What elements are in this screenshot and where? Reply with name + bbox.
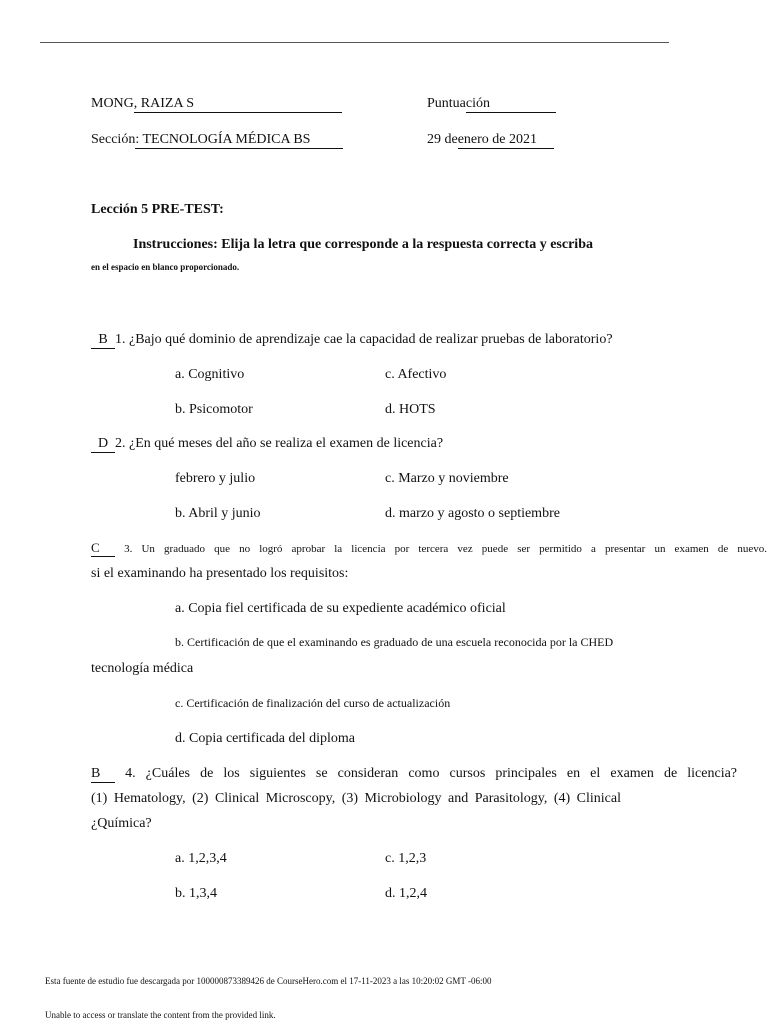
- question-4-line1: [91, 766, 737, 783]
- q2-option-d: d. marzo y agosto o septiembre: [385, 506, 560, 521]
- q3-option-b-cont: tecnología médica: [91, 661, 194, 676]
- q4-option-b: b. 1,3,4: [175, 886, 217, 901]
- q4-option-d: d. 1,2,4: [385, 886, 427, 901]
- lesson-title: Lección 5 PRE-TEST:: [91, 202, 224, 217]
- instructions-line1: Instrucciones: Elija la letra que corresponde a la respuesta correcta y escriba: [133, 237, 593, 252]
- q1-option-b: b. Psicomotor: [175, 402, 253, 417]
- section-value: : TECNOLOGÍA MÉDICA BS: [135, 132, 343, 149]
- section-label: Sección: [91, 132, 136, 147]
- footer-source-note: Esta fuente de estudio fue descargada por 100000873389426 de CourseHero.com el 17-11-2023 a las 10:20:02 GMT -06:00: [45, 976, 492, 986]
- q1-option-c: c. Afectivo: [385, 367, 447, 382]
- answer-blank-3: C: [91, 540, 115, 557]
- q3-option-c: c. Certificación de finalización del curso de actualización: [175, 696, 451, 710]
- q1-option-d: d. HOTS: [385, 402, 436, 417]
- date-value: enero de 2021: [458, 132, 554, 149]
- question-text-3b: si el examinando ha presentado los requisitos:: [91, 566, 349, 581]
- answer-blank-2: D: [91, 436, 115, 453]
- q3-option-a: a. Copia fiel certificada de su expediente académico oficial: [175, 601, 506, 616]
- answer-blank-4: B: [91, 766, 115, 783]
- q2-option-c: c. Marzo y noviembre: [385, 471, 509, 486]
- name-label: MONG: [91, 96, 134, 111]
- footer-note: Unable to access or translate the content from the provided link.: [45, 1010, 276, 1020]
- date-field: [427, 132, 554, 149]
- date-label: 29 de: [427, 132, 458, 147]
- question-text-4c: ¿Química?: [91, 816, 152, 831]
- q3-option-d: d. Copia certificada del diploma: [175, 731, 355, 746]
- q2-option-a: febrero y julio: [175, 471, 256, 486]
- q2-option-b: b. Abril y junio: [175, 506, 261, 521]
- question-text-3a: 3. Un graduado que no logró aprobar la licencia por tercera vez puede ser permitido a presentar un examen de nuevo.: [124, 543, 768, 555]
- question-text-2: 2. ¿En qué meses del año se realiza el examen de licencia?: [115, 436, 444, 451]
- question-1: [91, 332, 613, 349]
- q4-option-c: c. 1,2,3: [385, 851, 427, 866]
- student-name: [91, 96, 342, 113]
- instructions-line2: en el espacio en blanco proporcionado.: [91, 262, 240, 272]
- answer-blank-1: B: [91, 332, 115, 349]
- question-2: [91, 436, 443, 453]
- question-3-line1: [91, 540, 767, 557]
- q3-option-b: b. Certificación de que el examinando es graduado de una escuela reconocida por la CHED: [175, 635, 614, 649]
- name-value: , RAIZA S: [134, 96, 342, 113]
- q4-option-a: a. 1,2,3,4: [175, 851, 227, 866]
- question-text-4b: (1) Hematology, (2) Clinical Microscopy, (3) Microbiology and Parasitology, (4) Clinical: [91, 791, 622, 806]
- question-text-4a: 4. ¿Cuáles de los siguientes se consideran como cursos principales en el examen de licencia?: [125, 766, 738, 781]
- score-field: [427, 96, 556, 113]
- score-label: Puntua: [427, 96, 466, 111]
- question-text-1: 1. ¿Bajo qué dominio de aprendizaje cae la capacidad de realizar pruebas de laboratorio?: [115, 332, 613, 347]
- q1-option-a: a. Cognitivo: [175, 367, 245, 382]
- score-value: ción: [466, 96, 556, 113]
- section-field: [91, 132, 343, 149]
- top-rule: [40, 42, 669, 43]
